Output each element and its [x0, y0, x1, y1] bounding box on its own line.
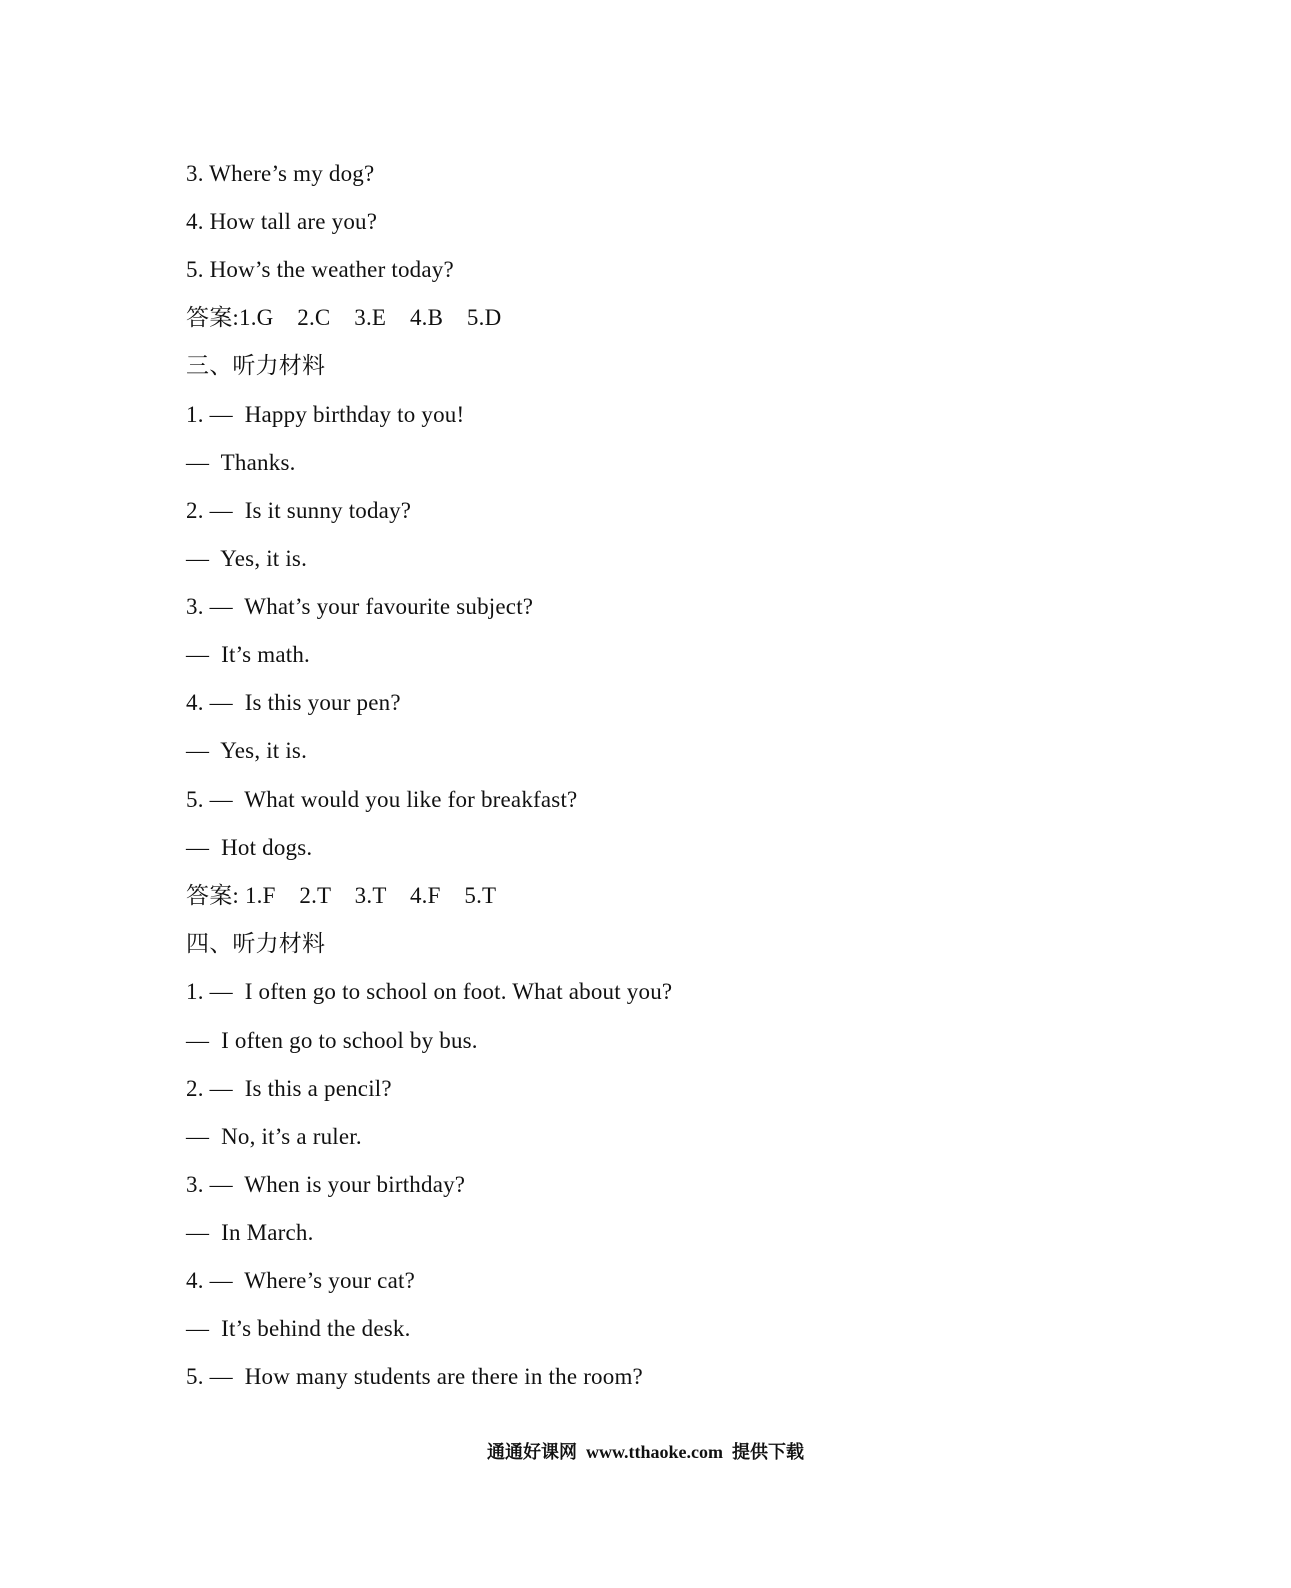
page-footer: 通通好课网 www.tthaoke.com 提供下载 — [487, 1442, 804, 1462]
answer-line: 答案: 1.F 2.T 3.T 4.F 5.T — [186, 883, 497, 908]
dialogue-line: 3. — When is your birthday? — [186, 1172, 466, 1197]
text-line: 4. How tall are you? — [186, 209, 378, 234]
dialogue-line: — In March. — [186, 1220, 314, 1245]
dialogue-line: — No, it’s a ruler. — [186, 1124, 362, 1149]
dialogue-line: 5. — How many students are there in the room? — [186, 1364, 643, 1389]
section-heading: 三、听力材料 — [186, 353, 326, 378]
dialogue-line: — Yes, it is. — [186, 738, 308, 763]
dialogue-line: 4. — Where’s your cat? — [186, 1268, 415, 1293]
dialogue-line: — It’s behind the desk. — [186, 1316, 411, 1341]
answer-line: 答案:1.G 2.C 3.E 4.B 5.D — [186, 305, 502, 330]
dialogue-line: 5. — What would you like for breakfast? — [186, 787, 578, 812]
dialogue-line: — Thanks. — [186, 450, 296, 475]
text-line: 3. Where’s my dog? — [186, 161, 375, 186]
dialogue-line: — I often go to school by bus. — [186, 1028, 478, 1053]
dialogue-line: — It’s math. — [186, 642, 310, 667]
dialogue-line: 1. — I often go to school on foot. What about you? — [186, 979, 673, 1004]
text-line: 5. How’s the weather today? — [186, 257, 454, 282]
dialogue-line: 3. — What’s your favourite subject? — [186, 594, 534, 619]
dialogue-line: — Hot dogs. — [186, 835, 313, 860]
dialogue-line: 2. — Is this a pencil? — [186, 1076, 392, 1101]
dialogue-line: — Yes, it is. — [186, 546, 308, 571]
dialogue-line: 1. — Happy birthday to you! — [186, 402, 465, 427]
section-heading: 四、听力材料 — [186, 931, 326, 956]
dialogue-line: 4. — Is this your pen? — [186, 690, 401, 715]
dialogue-line: 2. — Is it sunny today? — [186, 498, 412, 523]
